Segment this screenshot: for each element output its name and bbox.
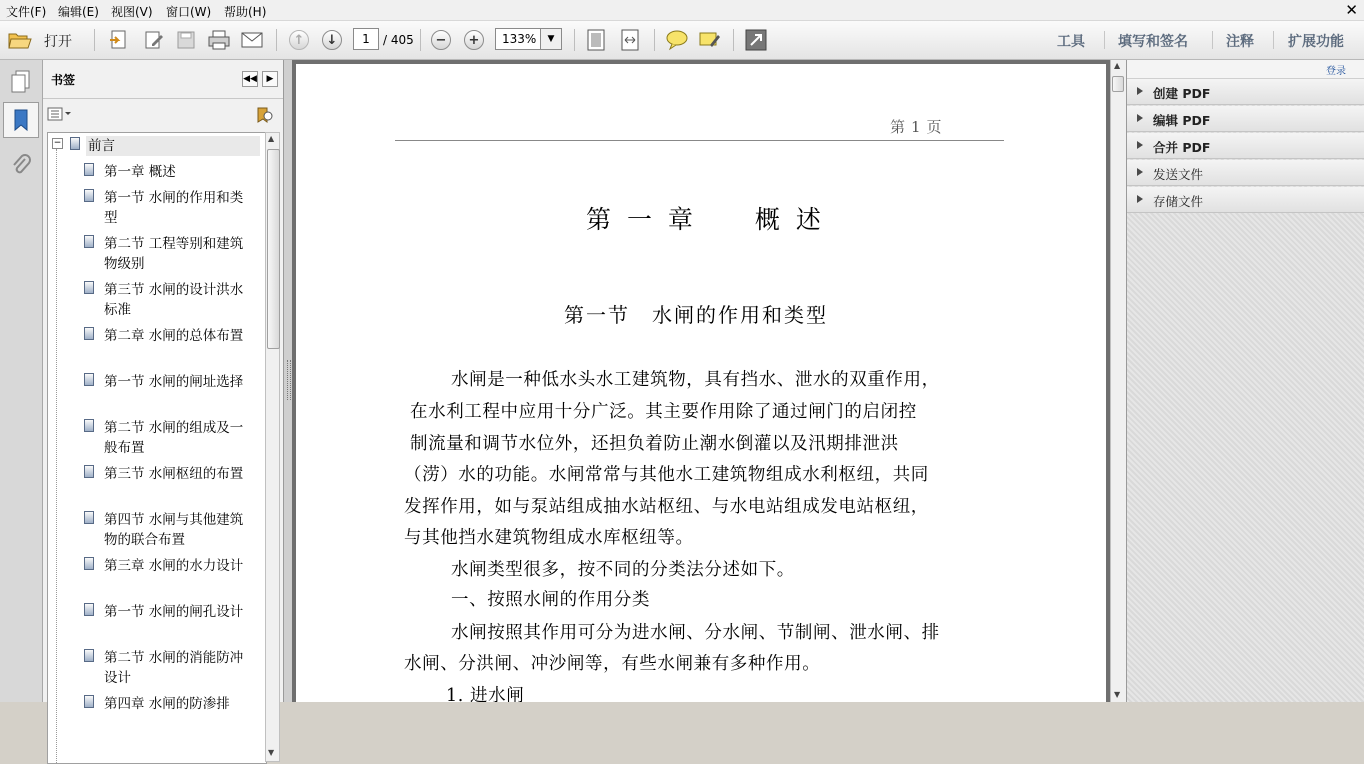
bookmark-find-icon[interactable] bbox=[255, 106, 275, 124]
bookmark-label: 第三节 水闸枢纽的布置 bbox=[104, 466, 244, 482]
bookmark-page-icon bbox=[84, 373, 94, 386]
expand-arrow-icon bbox=[1137, 141, 1143, 149]
bookmark-label: 第三章 水闸的水力设计 bbox=[104, 558, 244, 574]
menu-edit[interactable]: 编辑(E) bbox=[58, 5, 99, 19]
task-send-file[interactable] bbox=[1127, 160, 1364, 186]
body-line-6: 与其他挡水建筑物组成水库枢纽等。 bbox=[404, 528, 694, 548]
body-line-1: 水闸是一种低水头水工建筑物，具有挡水、泄水的双重作用， bbox=[451, 370, 940, 390]
bookmark-label: 第一节 水闸的作用和类型 bbox=[104, 190, 244, 226]
email-icon[interactable] bbox=[240, 28, 264, 52]
bookmark-item-8[interactable] bbox=[74, 464, 262, 504]
bookmark-item-5[interactable] bbox=[74, 326, 262, 366]
tab-fill-and-sign[interactable]: 填写和签名 bbox=[1118, 34, 1188, 50]
section-title: 第一节 水闸的作用和类型 bbox=[564, 303, 828, 327]
pane-splitter[interactable] bbox=[284, 60, 292, 702]
bookmark-label: 第一节 水闸的闸孔设计 bbox=[104, 604, 244, 620]
bookmark-page-icon bbox=[84, 327, 94, 340]
page-total: / 405 bbox=[383, 33, 414, 47]
bookmark-label: 第四章 水闸的防渗排 bbox=[104, 696, 230, 712]
document-scrollbar[interactable] bbox=[1110, 60, 1126, 702]
bookmark-item-4[interactable] bbox=[74, 280, 262, 320]
bookmark-options-menu-icon[interactable] bbox=[47, 106, 73, 124]
bookmarks-title: 书签 bbox=[51, 73, 76, 87]
task-create-pdf[interactable] bbox=[1127, 79, 1364, 105]
full-screen-icon[interactable] bbox=[744, 28, 768, 52]
body-line-10: 水闸、分洪闸、冲沙闸等，有些水闸兼有多种作用。 bbox=[404, 654, 821, 674]
zoom-out-button[interactable]: − bbox=[429, 28, 453, 52]
bookmark-label: 第二章 水闸的总体布置 bbox=[104, 328, 244, 344]
task-store-file[interactable] bbox=[1127, 187, 1364, 213]
task-label: 创建 PDF bbox=[1153, 86, 1211, 101]
expand-arrow-icon bbox=[1137, 114, 1143, 122]
next-page-button[interactable]: ↓ bbox=[320, 28, 344, 52]
zoom-dropdown-chevron-icon[interactable]: ▼ bbox=[540, 28, 562, 50]
print-icon[interactable] bbox=[207, 28, 231, 52]
expand-arrow-icon bbox=[1137, 168, 1143, 176]
bookmark-item-6[interactable] bbox=[74, 372, 262, 412]
document-view[interactable] bbox=[292, 60, 1110, 702]
bookmarks-header bbox=[43, 60, 283, 99]
collapse-panel-icon[interactable]: ◀◀ bbox=[242, 71, 258, 87]
scroll-up-icon[interactable]: ▲ bbox=[268, 134, 275, 143]
edit-document-icon[interactable] bbox=[142, 28, 166, 52]
bookmark-item-10[interactable] bbox=[74, 556, 262, 596]
scroll-down-icon[interactable]: ▼ bbox=[1114, 690, 1121, 699]
expand-panel-icon[interactable]: ▶ bbox=[262, 71, 278, 87]
menu-view[interactable]: 视图(V) bbox=[111, 5, 153, 19]
bookmark-label: 第二节 工程等别和建筑物级别 bbox=[104, 236, 244, 272]
scrollbar-thumb[interactable] bbox=[1112, 76, 1124, 92]
open-button[interactable]: 打开 bbox=[44, 34, 72, 50]
bookmark-item-7[interactable] bbox=[74, 418, 262, 458]
comment-icon[interactable] bbox=[665, 28, 689, 52]
bookmark-tree bbox=[47, 132, 267, 764]
tree-collapse-icon[interactable]: − bbox=[53, 138, 62, 148]
bookmark-page-icon bbox=[84, 235, 94, 248]
scrollbar-thumb[interactable] bbox=[267, 149, 280, 349]
bookmark-label: 第四节 水闸与其他建筑物的联合布置 bbox=[104, 512, 244, 548]
bookmark-page-icon bbox=[84, 281, 94, 294]
bookmark-page-icon bbox=[84, 163, 94, 176]
bookmark-label: 第一节 水闸的闸址选择 bbox=[104, 374, 244, 390]
bookmark-label: 第一章 概述 bbox=[104, 164, 176, 180]
tools-pane bbox=[1126, 60, 1364, 702]
bookmark-page-icon bbox=[84, 557, 94, 570]
task-label: 编辑 PDF bbox=[1153, 113, 1211, 128]
task-merge-pdf[interactable] bbox=[1127, 133, 1364, 159]
bookmark-item-3[interactable] bbox=[74, 234, 262, 274]
bookmark-label: 第二节 水闸的消能防冲设计 bbox=[104, 650, 244, 686]
bookmark-page-icon bbox=[84, 603, 94, 616]
expand-arrow-icon bbox=[1137, 87, 1143, 95]
bookmark-label: 第三节 水闸的设计洪水标准 bbox=[104, 282, 244, 318]
bookmarks-scrollbar[interactable] bbox=[265, 132, 280, 762]
create-pdf-icon[interactable] bbox=[107, 28, 131, 52]
save-icon[interactable] bbox=[174, 28, 198, 52]
fit-page-icon[interactable] bbox=[584, 28, 608, 52]
chapter-title: 第 一 章 概 述 bbox=[586, 205, 825, 234]
bookmark-icon bbox=[4, 103, 38, 137]
subsection-heading: 一、按照水闸的作用分类 bbox=[451, 590, 651, 610]
bookmark-page-icon bbox=[84, 419, 94, 432]
scroll-down-icon[interactable]: ▼ bbox=[268, 748, 275, 757]
bookmark-item-11[interactable] bbox=[74, 602, 262, 642]
task-label: 合并 PDF bbox=[1153, 140, 1211, 155]
attachments-paperclip-icon[interactable] bbox=[8, 152, 34, 178]
bookmark-page-icon bbox=[84, 649, 94, 662]
close-window-icon[interactable]: ✕ bbox=[1345, 1, 1358, 19]
bookmark-page-icon bbox=[84, 465, 94, 478]
menu-file[interactable]: 文件(F) bbox=[6, 5, 47, 19]
bookmark-page-icon bbox=[70, 137, 80, 150]
page-number-input[interactable]: 1 bbox=[353, 28, 379, 50]
bookmark-item-1[interactable] bbox=[74, 162, 262, 182]
bookmark-item-2[interactable] bbox=[74, 188, 262, 228]
navigation-pane-strip bbox=[0, 60, 43, 702]
list-heading: 1. 进水闸 bbox=[446, 686, 525, 702]
page-thumbnails-icon[interactable] bbox=[8, 68, 34, 94]
main-toolbar bbox=[0, 21, 1364, 60]
bookmark-page-icon bbox=[84, 189, 94, 202]
bookmark-label: 前言 bbox=[88, 138, 115, 154]
task-edit-pdf[interactable] bbox=[1127, 106, 1364, 132]
bookmark-page-icon bbox=[84, 511, 94, 524]
zoom-in-button[interactable]: + bbox=[462, 28, 486, 52]
pdf-page bbox=[296, 64, 1106, 702]
page-header: 第 1 页 bbox=[890, 118, 943, 136]
fit-width-icon[interactable] bbox=[618, 28, 642, 52]
zoom-input[interactable]: 133% bbox=[495, 28, 541, 50]
body-line-3: 制流量和调节水位外，还担负着防止潮水倒灌以及汛期排泄洪 bbox=[410, 434, 899, 454]
scroll-up-icon[interactable]: ▲ bbox=[1114, 61, 1121, 70]
open-folder-icon[interactable] bbox=[8, 28, 32, 52]
tab-comment[interactable]: 注释 bbox=[1226, 34, 1254, 50]
bookmark-label: 第二节 水闸的组成及一般布置 bbox=[104, 420, 244, 456]
body-line-2: 在水利工程中应用十分广泛。其主要作用除了通过闸门的启闭控 bbox=[410, 402, 917, 422]
tab-extended[interactable]: 扩展功能 bbox=[1288, 34, 1344, 50]
bookmarks-panel bbox=[43, 60, 284, 757]
tab-tools[interactable]: 工具 bbox=[1057, 34, 1085, 50]
highlight-icon[interactable] bbox=[698, 28, 722, 52]
menu-window[interactable]: 窗口(W) bbox=[166, 5, 212, 19]
bookmark-item-13[interactable] bbox=[74, 694, 262, 734]
menu-bar bbox=[0, 0, 1364, 21]
menu-help[interactable]: 帮助(H) bbox=[224, 5, 267, 19]
task-label: 发送文件 bbox=[1153, 167, 1204, 182]
body-line-5: 发挥作用，如与泵站组成抽水站枢纽、与水电站组成发电站枢纽， bbox=[404, 497, 929, 517]
login-link[interactable]: 登录 bbox=[1326, 66, 1346, 77]
previous-page-button[interactable]: ↑ bbox=[287, 28, 311, 52]
header-rule bbox=[395, 140, 1004, 141]
bookmark-item-9[interactable] bbox=[74, 510, 262, 550]
expand-arrow-icon bbox=[1137, 195, 1143, 203]
body-line-9: 水闸按照其作用可分为进水闸、分水闸、节制闸、泄水闸、排 bbox=[451, 623, 940, 643]
task-label: 存储文件 bbox=[1153, 194, 1204, 209]
bookmark-item-12[interactable] bbox=[74, 648, 262, 688]
bookmarks-panel-button[interactable] bbox=[3, 102, 39, 138]
body-line-7: 水闸类型很多，按不同的分类法分述如下。 bbox=[451, 560, 795, 580]
body-line-4: （涝）水的功能。水闸常常与其他水工建筑物组成水利枢纽，共同 bbox=[404, 465, 929, 485]
